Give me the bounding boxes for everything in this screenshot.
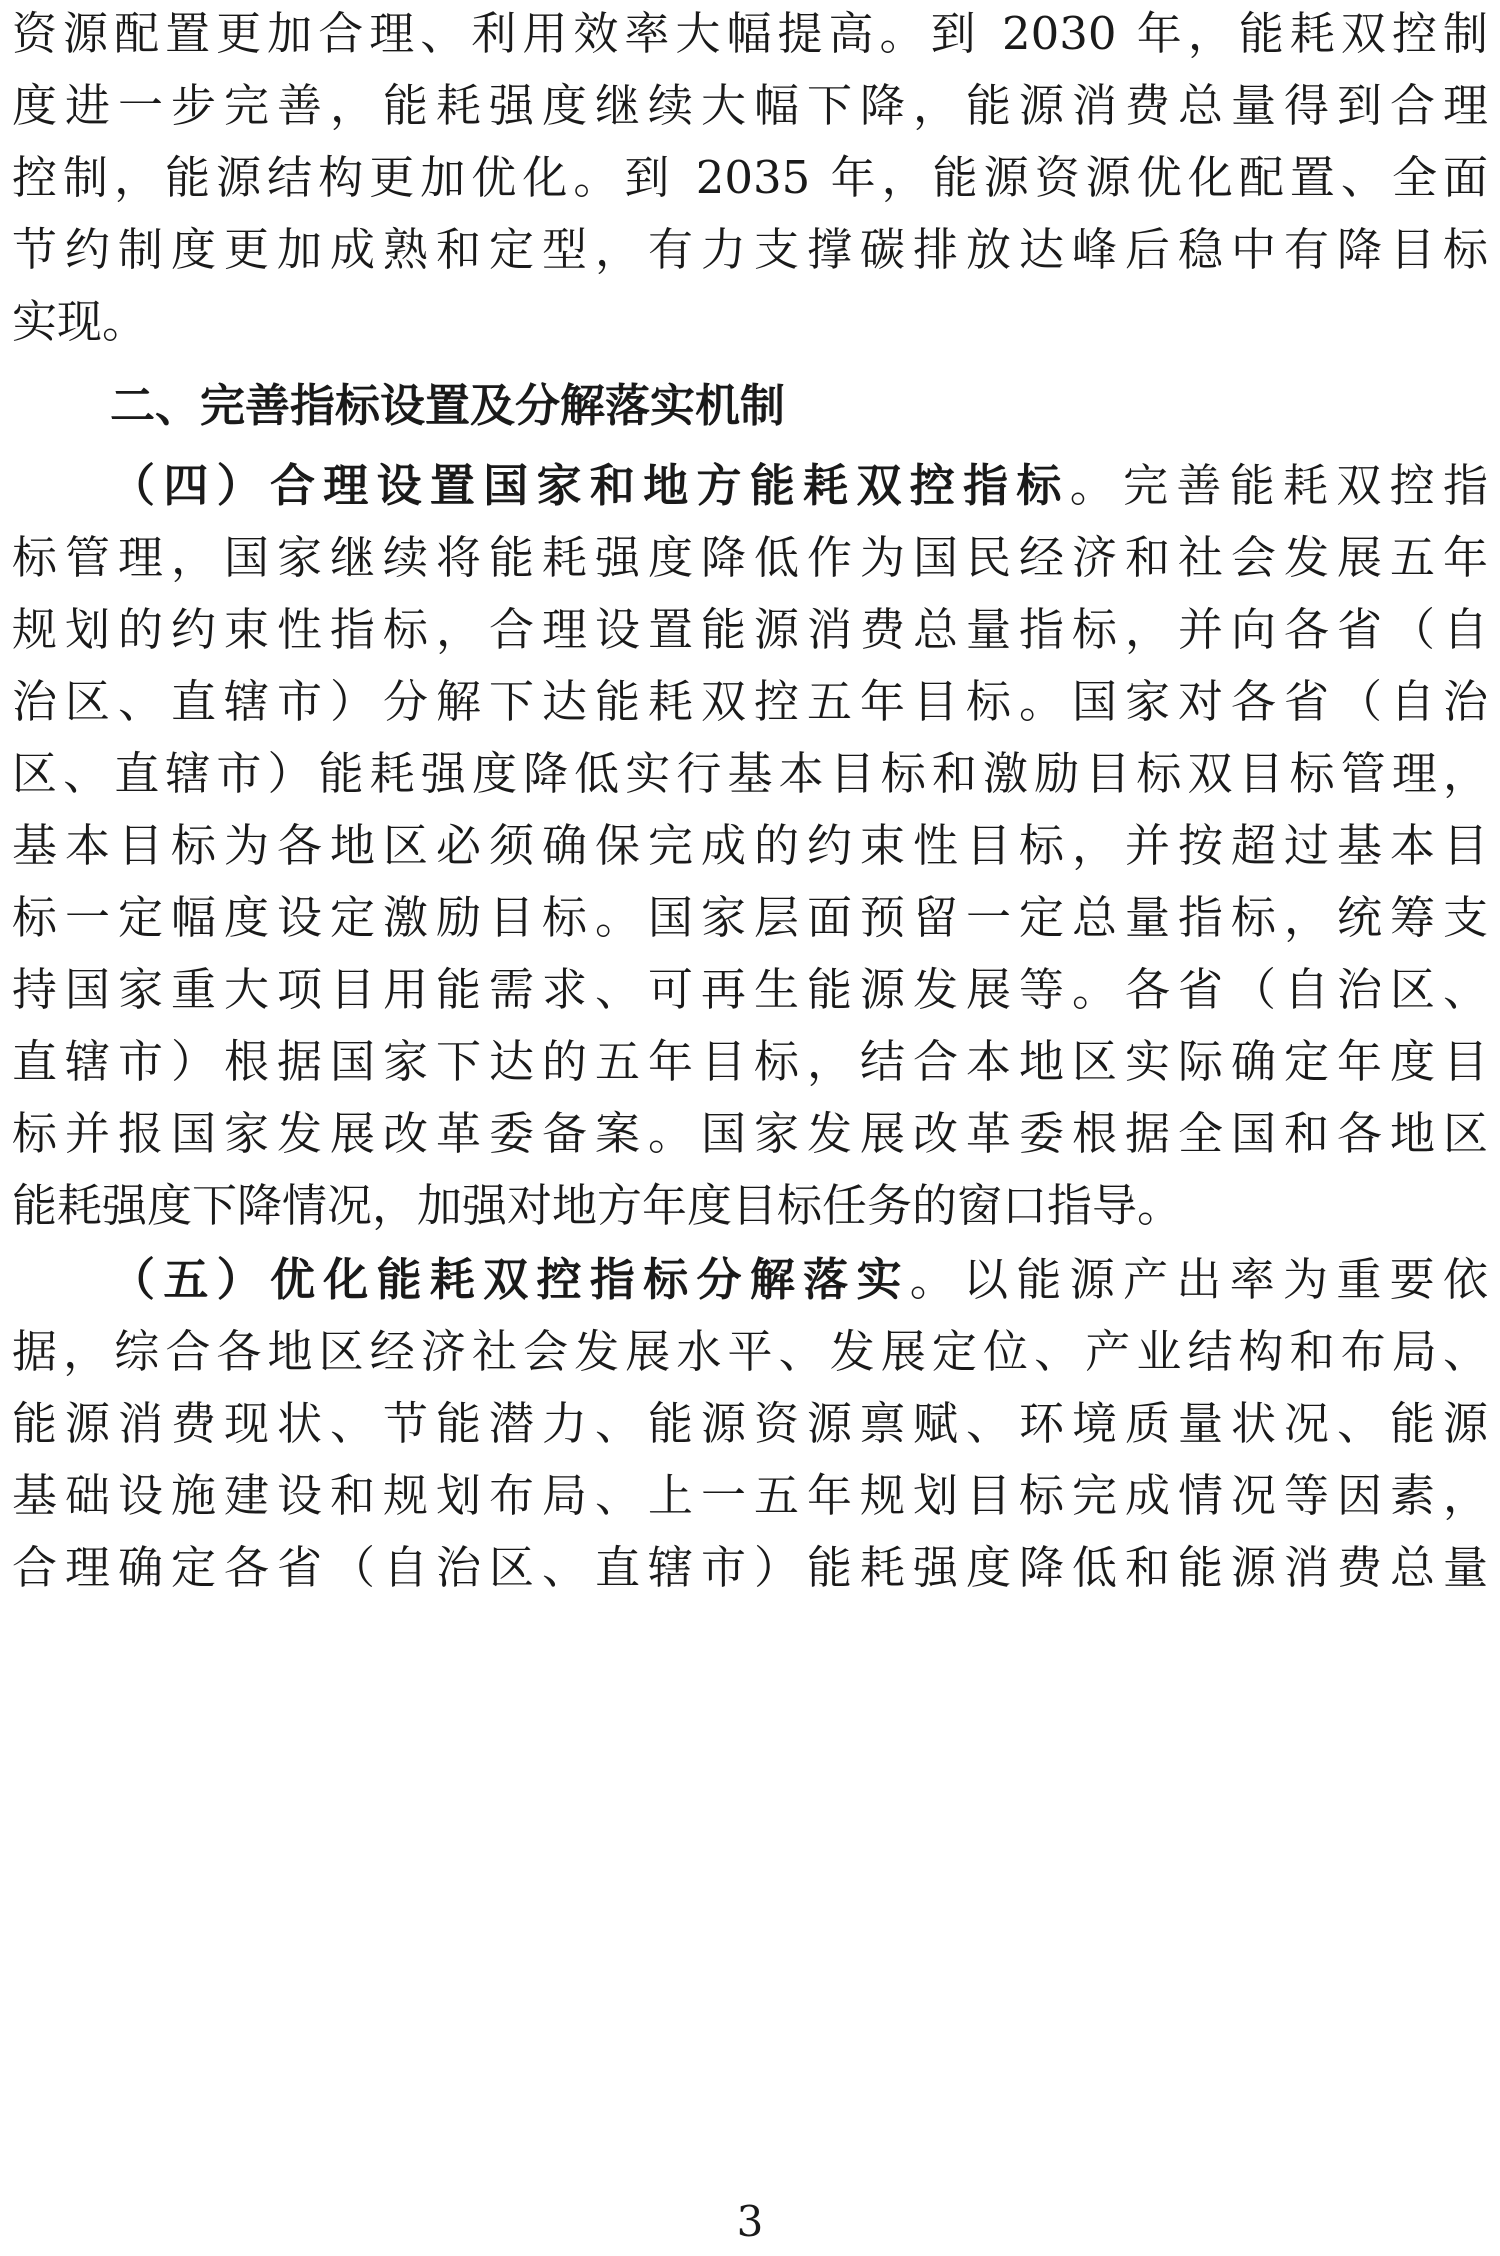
paragraph-3-line-2: 据，综合各地区经济社会发展水平、发展定位、产业结构和布局、 xyxy=(12,1325,1488,1378)
page-number: 3 xyxy=(736,2197,764,2246)
paragraph-2-line-1 xyxy=(110,446,1488,526)
paragraph-1-line-4: 节约制度更加成熟和定型，有力支撑碳排放达峰后稳中有降目标 xyxy=(12,223,1488,276)
paragraph-2-line-7: 标一定幅度设定激励目标。国家层面预留一定总量指标，统筹支 xyxy=(12,891,1488,944)
paragraph-1-line-5: 实现。 xyxy=(12,295,148,348)
paragraph-1-line-1: 资源配置更加合理、利用效率大幅提高。到 2030 年，能耗双控制 xyxy=(12,7,1488,60)
paragraph-2-line-9: 直辖市）根据国家下达的五年目标，结合本地区实际确定年度目 xyxy=(12,1035,1488,1088)
paragraph-2-line-11: 能耗强度下降情况，加强对地方年度目标任务的窗口指导。 xyxy=(12,1179,1183,1232)
paragraph-2-line-3: 规划的约束性指标，合理设置能源消费总量指标，并向各省（自 xyxy=(12,603,1488,656)
paragraph-3-line-1 xyxy=(110,1240,1488,1320)
paragraph-2-line-10: 标并报国家发展改革委备案。国家发展改革委根据全国和各地区 xyxy=(12,1107,1488,1160)
paragraph-2-first-line-rest: 。完善能耗双控指 xyxy=(1069,459,1488,512)
paragraph-3-line-3: 能源消费现状、节能潜力、能源资源禀赋、环境质量状况、能源 xyxy=(12,1397,1488,1450)
paragraph-2-line-2: 标管理，国家继续将能耗强度降低作为国民经济和社会发展五年 xyxy=(12,531,1488,584)
paragraph-3-line-4: 基础设施建设和规划布局、上一五年规划目标完成情况等因素， xyxy=(12,1469,1488,1522)
section-heading: 二、完善指标设置及分解落实机制 xyxy=(110,379,786,432)
paragraph-2-line-5: 区、直辖市）能耗强度降低实行基本目标和激励目标双目标管理， xyxy=(12,747,1488,800)
paragraph-2-line-4: 治区、直辖市）分解下达能耗双控五年目标。国家对各省（自治 xyxy=(12,675,1488,728)
paragraph-2-title: （四）合理设置国家和地方能耗双控指标 xyxy=(110,459,1070,512)
paragraph-1-line-3: 控制，能源结构更加优化。到 2035 年，能源资源优化配置、全面 xyxy=(12,151,1488,204)
paragraph-2-line-6: 基本目标为各地区必须确保完成的约束性目标，并按超过基本目 xyxy=(12,819,1488,872)
paragraph-2-line-8: 持国家重大项目用能需求、可再生能源发展等。各省（自治区、 xyxy=(12,963,1488,1016)
paragraph-3-first-line-rest: 。以能源产出率为重要依 xyxy=(909,1253,1488,1306)
paragraph-3-line-5: 合理确定各省（自治区、直辖市）能耗强度降低和能源消费总量 xyxy=(12,1541,1488,1594)
paragraph-3-title: （五）优化能耗双控指标分解落实 xyxy=(110,1253,910,1306)
paragraph-1-line-2: 度进一步完善，能耗强度继续大幅下降，能源消费总量得到合理 xyxy=(12,79,1488,132)
